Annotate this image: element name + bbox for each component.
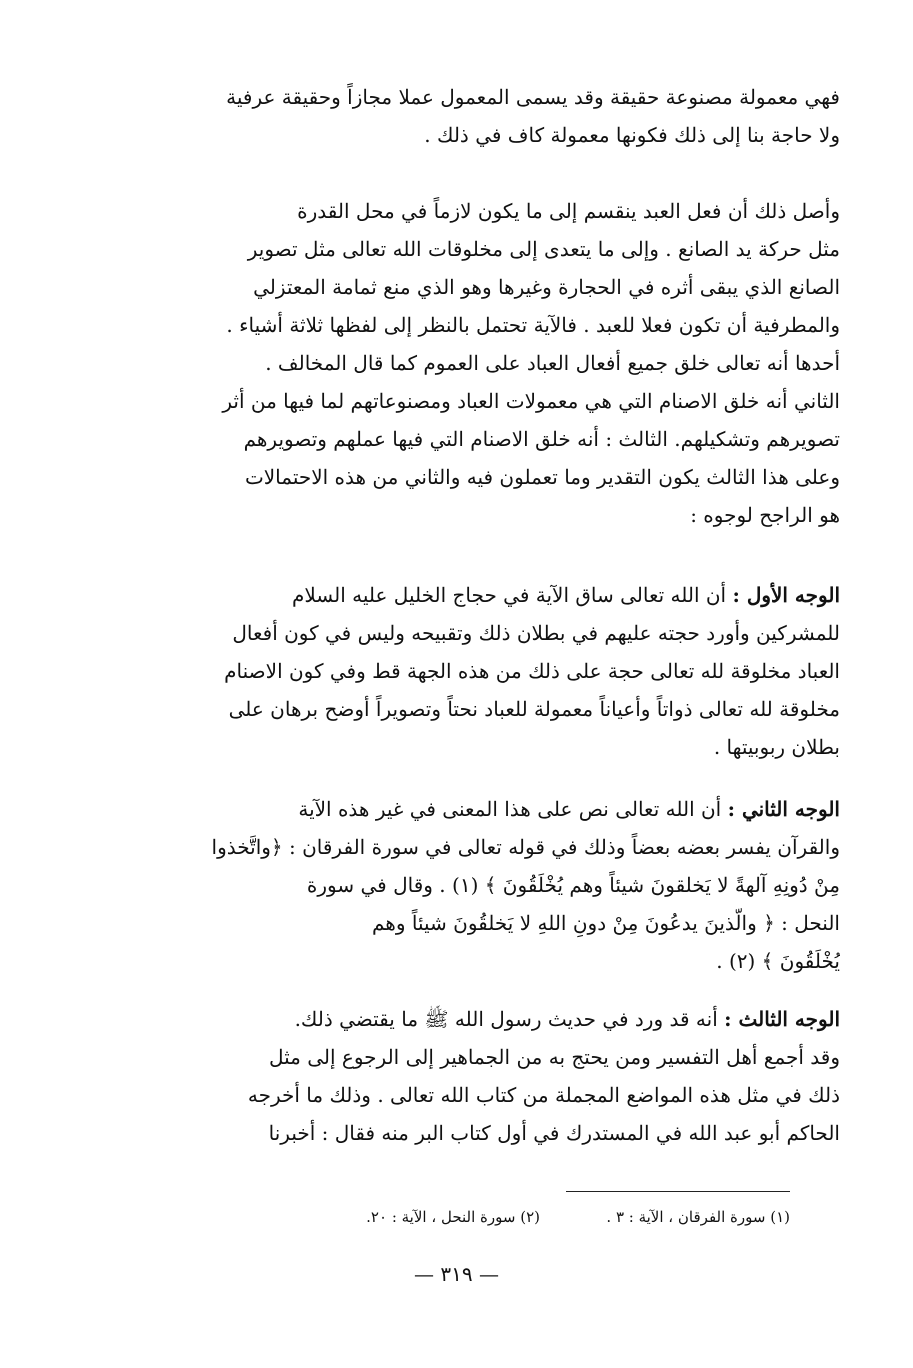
section-heading: الوجه الثالث :: [724, 1007, 840, 1031]
text-line: [128, 1000, 840, 1038]
heading-line-text: أن الله تعالى نص على هذا المعنى في غير هذه الآية: [298, 797, 728, 821]
text-line: وأصل ذلك أن فعل العبد ينقسم إلى ما يكون لازماً في محل القدرة: [297, 199, 840, 223]
text-line: وقد أجمع أهل التفسير ومن يحتج به من الجماهير إلى الرجوع إلى مثل: [268, 1045, 840, 1069]
paragraph-first-aspect: [128, 576, 840, 766]
text-line: للمشركين وأورد حجته عليهم في بطلان ذلك وتقبيحه وليس في كون أفعال: [232, 621, 840, 645]
paragraph-2: [128, 192, 840, 534]
text-line: وعلى هذا الثالث يكون التقدير وما تعملون فيه والثاني من هذه الاحتمالات: [244, 465, 840, 489]
footnotes: [150, 1208, 790, 1238]
text-line: تصويرهم وتشكيلهم. الثالث : أنه خلق الاصنام التي فيها عملهم وتصويرهم: [243, 427, 840, 451]
text-line: ذلك في مثل هذه المواضع المجملة من كتاب الله تعالى . وذلك ما أخرجه: [247, 1083, 840, 1107]
text-line: مِنْ دُونِهِ آلهةً لا يَخلقونَ شيئاً وهم يُخْلَقُونَ ﴾ (١) . وقال في سورة: [306, 873, 840, 897]
text-line: مثل حركة يد الصانع . وإلى ما يتعدى إلى مخلوقات الله تعالى مثل تصوير: [247, 237, 840, 261]
footnote-separator: [566, 1191, 790, 1192]
text-line: [128, 576, 840, 614]
text-line: العباد مخلوقة لله تعالى حجة على ذلك من هذه الجهة قط وفي كون الاصنام: [224, 659, 840, 683]
text-line: ولا حاجة بنا إلى ذلك فكونها معمولة كاف في ذلك .: [424, 123, 840, 147]
text-line: النحل : ﴿ والّذينَ يدعُونَ مِنْ دونِ اللهِ لا يَخلقُونَ شيئاً وهم: [371, 911, 840, 935]
text-line: والمطرفية أن تكون فعلا للعبد . فالآية تحتمل بالنظر إلى لفظها ثلاثة أشياء .: [226, 313, 840, 337]
text-line: هو الراجح لوجوه :: [690, 503, 840, 527]
section-heading: الوجه الثاني :: [727, 797, 840, 821]
text-line: [128, 790, 840, 828]
text-line: مخلوقة لله تعالى ذواتاً وأعياناً معمولة للعباد نحتاً وتصويراً أوضح برهان على: [228, 697, 840, 721]
footnote-2: (٢) سورة النحل ، الآية : ٢٠.: [366, 1208, 540, 1226]
text-line: الحاكم أبو عبد الله في المستدرك في أول كتاب البر منه فقال : أخبرنا: [268, 1121, 840, 1145]
paragraph-second-aspect: [128, 790, 840, 980]
footnote-1: (١) سورة الفرقان ، الآية : ٣ .: [606, 1208, 790, 1226]
paragraph-third-aspect: [128, 1000, 840, 1152]
text-line: يُخْلَقُونَ ﴾ (٢) .: [716, 949, 840, 973]
heading-line-text: أنه قد ورد في حديث رسول الله ﷺ ما يقتضي ذلك.: [294, 1007, 725, 1031]
heading-line-text: أن الله تعالى ساق الآية في حجاج الخليل عليه السلام: [291, 583, 733, 607]
page-number: — ٣١٩ —: [414, 1262, 499, 1286]
text-line: والقرآن يفسر بعضه بعضاً وذلك في قوله تعالى في سورة الفرقان : ﴿واتَّخذوا: [211, 835, 840, 859]
section-heading: الوجه الأول :: [732, 583, 840, 607]
text-line: فهي معمولة مصنوعة حقيقة وقد يسمى المعمول عملا مجازاً وحقيقة عرفية: [226, 85, 840, 109]
text-line: بطلان ربوبيتها .: [713, 735, 840, 759]
text-line: الصانع الذي يبقى أثره في الحجارة وغيرها وهو الذي منع ثمامة المعتزلي: [253, 275, 840, 299]
text-line: أحدها أنه تعالى خلق جميع أفعال العباد على العموم كما قال المخالف .: [265, 351, 840, 375]
text-line: الثاني أنه خلق الاصنام التي هي معمولات العباد ومصنوعاتهم لما فيها من أثر: [222, 389, 840, 413]
paragraph-1: [128, 78, 840, 154]
